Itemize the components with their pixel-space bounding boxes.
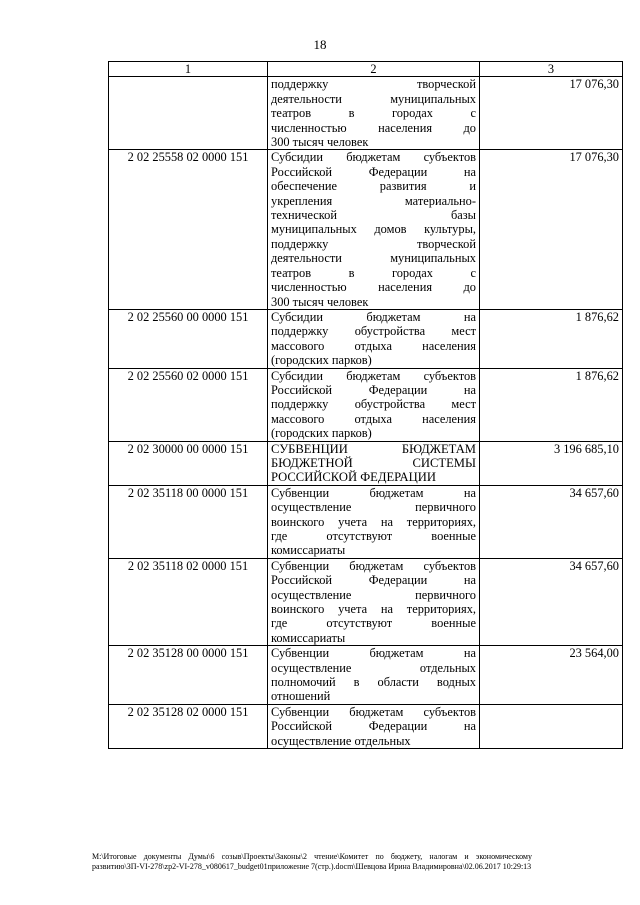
revenue-name-line: поддержку творческой	[271, 77, 476, 92]
table-row	[109, 309, 623, 368]
amount: 34 657,60	[480, 558, 623, 645]
revenue-name-line: (городских парков)	[271, 426, 372, 441]
revenue-name	[268, 558, 480, 645]
revenue-name-line: где отсутствуют военные	[271, 529, 476, 543]
table-row	[109, 441, 623, 485]
budget-code: 2 02 25558 02 0000 151	[109, 150, 268, 309]
table-row	[109, 558, 623, 645]
revenue-name-line: РОССИЙСКОЙ ФЕДЕРАЦИИ	[271, 470, 436, 485]
budget-code: 2 02 35118 02 0000 151	[109, 558, 268, 645]
budget-code: 2 02 25560 00 0000 151	[109, 309, 268, 368]
revenue-name-line: Российской Федерации на	[271, 382, 476, 397]
amount: 17 076,30	[480, 150, 623, 309]
revenue-name	[268, 309, 480, 368]
revenue-name-line: воинского учета на территориях,	[271, 602, 476, 617]
amount: 1 876,62	[480, 368, 623, 441]
revenue-name-line: Субсидии бюджетам на	[271, 309, 476, 324]
revenue-name-line: осуществление отдельных	[271, 660, 476, 675]
column-header-name: 2	[268, 62, 480, 77]
column-header-code: 1	[109, 62, 268, 77]
revenue-name-line: Российской Федерации на	[271, 164, 476, 179]
revenue-name-line: деятельности муниципальных	[271, 251, 476, 266]
amount	[480, 704, 623, 748]
revenue-name-line: 300 тысяч человек	[271, 135, 369, 150]
table-body	[109, 77, 623, 749]
revenue-name-line: комиссариаты	[271, 630, 346, 645]
amount: 1 876,62	[480, 309, 623, 368]
revenue-name-line: где отсутствуют военные	[271, 616, 476, 631]
revenue-name	[268, 368, 480, 441]
revenue-name	[268, 704, 480, 748]
budget-table	[108, 61, 623, 749]
budget-code: 2 02 35128 00 0000 151	[109, 646, 268, 705]
revenue-name	[268, 77, 480, 150]
revenue-name-line: Субвенции бюджетам субъектов	[271, 704, 476, 719]
amount: 34 657,60	[480, 485, 623, 558]
amount: 3 196 685,10	[480, 441, 623, 485]
revenue-name-line: Субсидии бюджетам субъектов	[271, 368, 476, 383]
revenue-name-line: укрепления материально-	[271, 193, 476, 208]
table-row	[109, 646, 623, 705]
revenue-name-line: Российской Федерации на	[271, 573, 476, 588]
table-row	[109, 150, 623, 309]
revenue-name-line: Субвенции бюджетам субъектов	[271, 558, 476, 573]
revenue-name-line: БЮДЖЕТНОЙ СИСТЕМЫ	[271, 455, 476, 470]
revenue-name-line: численностью населения до	[271, 280, 476, 295]
page-number: 18	[313, 37, 327, 52]
file-path-footer: М:\Итоговые документы Думы\6 созыв\Проекты\Законы\2 чтение\Комитет по бюджету, налогам и экономическому развитию\ЗП-VI-278\zp2-VI-278_v080617_budget01приложение 7(стр.).docm\Шевцова Ирина Владимировна\02.06.2017 10:29:13	[92, 852, 532, 871]
revenue-name	[268, 646, 480, 705]
revenue-name-line: массового отдыха населения	[271, 411, 476, 426]
revenue-name-line: численностью населения до	[271, 120, 476, 135]
revenue-name-line: осуществление отдельных	[271, 733, 411, 748]
table-row	[109, 485, 623, 558]
budget-code: 2 02 30000 00 0000 151	[109, 441, 268, 485]
revenue-name-line: полномочий в области водных	[271, 675, 476, 690]
revenue-name-line: театров в городах с	[271, 106, 476, 121]
revenue-name-line: (городских парков)	[271, 353, 372, 368]
revenue-name-line: СУБВЕНЦИИ БЮДЖЕТАМ	[271, 441, 476, 456]
revenue-name-line: Субвенции бюджетам на	[271, 485, 476, 500]
revenue-name-line: поддержку обустройства мест	[271, 324, 476, 339]
table-row	[109, 704, 623, 748]
revenue-name-line: обеспечение развития и	[271, 179, 476, 194]
revenue-name-line: осуществление первичного	[271, 587, 476, 602]
revenue-name-line: муниципальных домов культуры,	[271, 222, 476, 237]
revenue-name-line: Российской Федерации на	[271, 719, 476, 734]
budget-code: 2 02 35128 02 0000 151	[109, 704, 268, 748]
revenue-name-line: поддержку творческой	[271, 236, 476, 251]
revenue-name-line: воинского учета на территориях,	[271, 514, 476, 529]
column-header-amount: 3	[480, 62, 623, 77]
revenue-name-line: осуществление первичного	[271, 500, 476, 515]
revenue-name-line: деятельности муниципальных	[271, 91, 476, 106]
revenue-name-line: комиссариаты	[271, 543, 346, 558]
budget-code	[109, 77, 268, 150]
header-row	[109, 62, 623, 77]
revenue-name-line: поддержку обустройства мест	[271, 397, 476, 412]
revenue-name-line: театров в городах с	[271, 265, 476, 280]
revenue-name	[268, 150, 480, 309]
budget-code: 2 02 35118 00 0000 151	[109, 485, 268, 558]
revenue-name	[268, 441, 480, 485]
revenue-name-line: Субвенции бюджетам на	[271, 646, 476, 661]
table-row	[109, 77, 623, 150]
revenue-name-line: отношений	[271, 689, 331, 704]
table-row	[109, 368, 623, 441]
revenue-name-line: 300 тысяч человек	[271, 294, 369, 309]
amount: 17 076,30	[480, 77, 623, 150]
revenue-name-line: массового отдыха населения	[271, 338, 476, 353]
revenue-name-line: Субсидии бюджетам субъектов	[271, 150, 476, 165]
revenue-name	[268, 485, 480, 558]
amount: 23 564,00	[480, 646, 623, 705]
revenue-name-line: технической базы	[271, 208, 476, 223]
budget-code: 2 02 25560 02 0000 151	[109, 368, 268, 441]
